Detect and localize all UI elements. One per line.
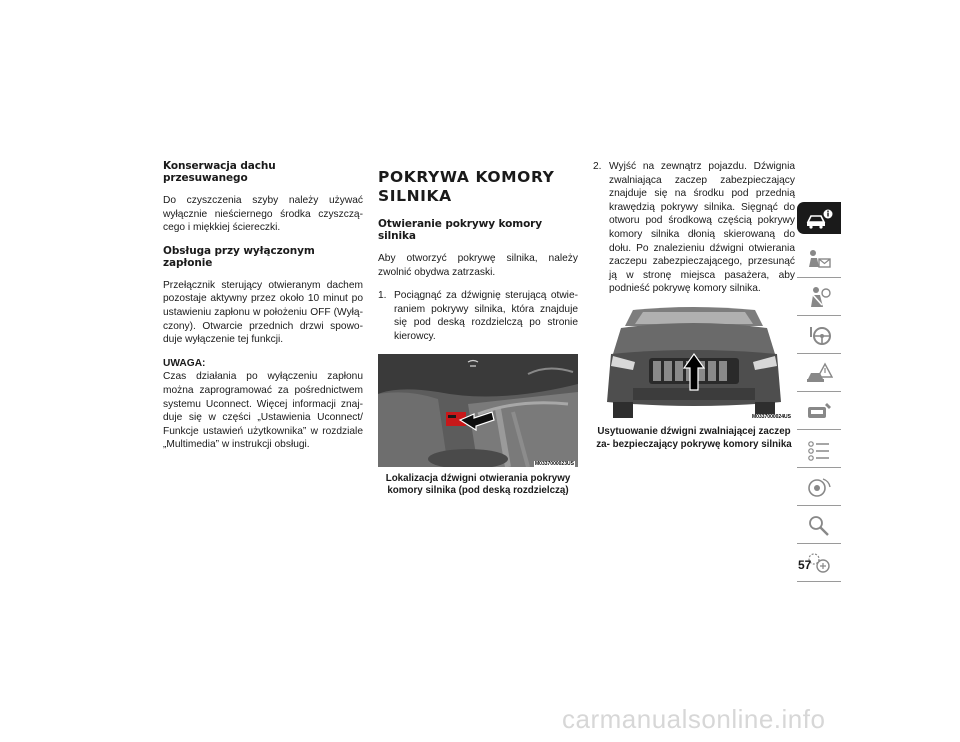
warning-car-icon — [805, 361, 833, 385]
step-2 — [593, 160, 795, 296]
vehicle-front-image — [593, 306, 795, 420]
tab-steering-wheel[interactable] — [797, 316, 841, 354]
tab-multimedia[interactable] — [797, 468, 841, 506]
note-title: UWAGA: — [163, 357, 206, 369]
search-icon — [805, 513, 833, 537]
section-title: POKRYWA KOMORY SILNIKA — [378, 168, 555, 205]
column-left — [163, 160, 363, 462]
maintenance-list-icon — [805, 437, 833, 461]
heading-sunroof-care: Konserwacja dachu przesuwanego — [163, 160, 276, 184]
heading-ignition-off: Obsługa przy wyłączonym zapłonie — [163, 244, 315, 269]
figure-hood-lever — [378, 354, 578, 498]
multimedia-icon — [805, 475, 833, 499]
step-1 — [378, 289, 578, 343]
subheading-hood-opening: Otwieranie pokrywy komory silnika — [378, 218, 543, 242]
step-1-text: Pociągnąć za dźwignię sterującą otwie- raniem pokrywy silnika, która znajduje się pod deską rozdzielczą po stronie kierowcy. — [394, 290, 578, 342]
figure-1-caption: Lokalizacja dźwigni otwierania pokrywy komory silnika (pod deską rozdzielczą) — [385, 472, 571, 497]
seatbelt-icon — [805, 285, 833, 309]
watermark-text: carmanualsonline.info — [562, 704, 826, 734]
tab-seatbelt[interactable] — [797, 278, 841, 316]
column-right — [593, 160, 795, 451]
figure-1-id: M0337000023US — [535, 460, 574, 467]
steering-wheel-icon — [805, 323, 833, 347]
figure-hood-safety-catch — [593, 306, 795, 451]
chapter-tabs — [797, 202, 841, 582]
tab-car-info[interactable] — [797, 202, 841, 234]
figure-2-caption: Usytuowanie dźwigni zwalniającej zaczep za- bezpieczający pokrywę komory silnika — [596, 425, 792, 450]
step-2-number: 2. — [593, 161, 602, 172]
column-middle — [378, 160, 578, 498]
tab-car-service[interactable] — [797, 392, 841, 430]
paragraph-sunroof-care: Do czyszczenia szyby należy używać wyłącznie nieściernego środka czyszczą- cego i miękkiej ściereczki. — [163, 195, 363, 234]
note-text: Czas działania po wyłączeniu zapłonu można zaprogramować za pośrednictwem systemu Uconnect. Więcej informacji znaj- duje się w części „Ustawienia Uconnect/ Funkcje ustawień użytkownika” w rozdziale „Multimedia” w instrukcji obsługi. — [163, 371, 363, 451]
airbag-mail-icon — [805, 247, 833, 271]
tab-maintenance-list[interactable] — [797, 430, 841, 468]
car-info-icon — [805, 206, 833, 230]
paragraph-ignition-off: Przełącznik sterujący otwieranym dachem pozostaje aktywny przez około 10 minut po ustawieniu zapłonu w położeniu OFF (Wyłą- czony). Otwarcie przednich drzwi spowo- duje wyłączenie tej funkcji. — [163, 279, 363, 346]
car-service-icon — [805, 399, 833, 423]
step-2-text: Wyjść na zewnątrz pojazdu. Dźwignia zwalniająca zaczep zabezpieczający znajduje się na środku pod przednią krawędzią pokrywy silnika. Sięgnąć do otworu pod środkową częścią pokrywy komory silnika dłonią skierowaną do dołu. Po znalezieniu dźwigni otwierania zaczepu zabezpieczającego, przesunąć ją w stronę miejsca pasażera, aby podnieść pokrywę komory silnika. — [609, 161, 795, 295]
paragraph-intro: Aby otworzyć pokrywę silnika, należy zwolnić obydwa zatrzaski. — [378, 253, 578, 278]
step-1-number: 1. — [378, 290, 387, 302]
page-number: 57 — [798, 558, 812, 572]
figure-2-id: M0337000024US — [752, 413, 791, 420]
tab-warning-car[interactable] — [797, 354, 841, 392]
tab-airbag-mail[interactable] — [797, 240, 841, 278]
tab-search[interactable] — [797, 506, 841, 544]
hood-release-lever-image — [378, 354, 578, 467]
